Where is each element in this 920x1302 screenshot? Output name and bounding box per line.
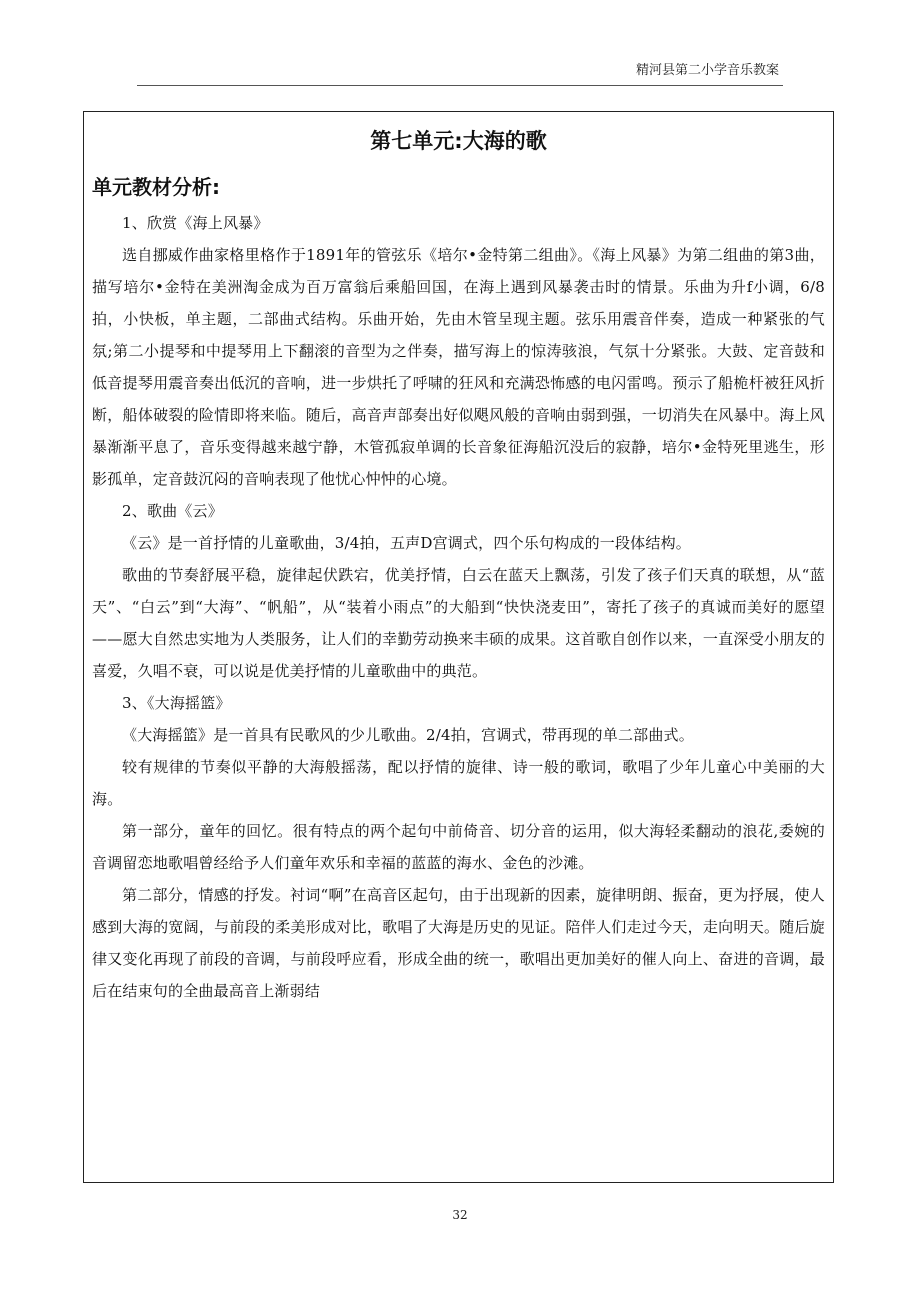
page-header bbox=[137, 60, 783, 86]
paragraph-sea-storm: 选自挪威作曲家格里格作于1891年的管弦乐《培尔•金特第二组曲》。《海上风暴》为第二组曲的第3曲，描写培尔•金特在美洲淘金成为百万富翁后乘船回国，在海上遇到风暴袭击时的情景。乐曲为升f小调，6/8拍，小快板，单主题，二部曲式结构。乐曲开始，先由木管呈现主题。弦乐用震音伴奏，造成一种紧张的气氛;第二小提琴和中提琴用上下翻滚的音型为之伴奏，描写海上的惊涛骇浪，气氛十分紧张。大鼓、定音鼓和低音提琴用震音奏出低沉的音响，进一步烘托了呼啸的狂风和充满恐怖感的电闪雷鸣。预示了船桅杆被狂风折断，船体破裂的险情即将来临。随后，高音声部奏出好似飓风般的音响由弱到强，一切消失在风暴中。海上风暴渐渐平息了，音乐变得越来越宁静，木管孤寂单调的长音象征海船沉没后的寂静，培尔•金特死里逃生，形影孤单，定音鼓沉闷的音响表现了他忧心忡忡的心境。 bbox=[92, 246, 825, 488]
paragraph-sea-cradle-part-two: 第二部分，情感的抒发。衬词“啊”在高音区起句，由于出现新的因素，旋律明朗、振奋，更为抒展，使人感到大海的宽阔，与前段的柔美形成对比，歌唱了大海是历史的见证。陪伴人们走过今天，走向明天。随后旋律又变化再现了前段的音调，与前段呼应看，形成全曲的统一，歌唱出更加美好的催人向上、奋进的音调，最后在结束句的全曲最高音上渐弱结 bbox=[92, 886, 825, 1000]
body-text bbox=[84, 207, 833, 1007]
school-title: 精河县第二小学音乐教案 bbox=[635, 63, 779, 78]
paragraph-sea-cradle-intro: 《大海摇篮》是一首具有民歌风的少儿歌曲。2/4拍，宫调式，带再现的单二部曲式。 bbox=[122, 726, 694, 744]
item-heading-cloud: 2、歌曲《云》 bbox=[122, 502, 223, 520]
paragraph-sea-cradle-part-one: 第一部分，童年的回忆。很有特点的两个起句中前倚音、切分音的运用，似大海轻柔翻动的浪花,委婉的音调留恋地歌唱曾经给予人们童年欢乐和幸福的蓝蓝的海水、金色的沙滩。 bbox=[92, 822, 825, 872]
unit-title: 第七单元:大海的歌 bbox=[370, 129, 547, 153]
paragraph-cloud-intro: 《云》是一首抒情的儿童歌曲，3/4拍，五声D宫调式，四个乐句构成的一段体结构。 bbox=[122, 534, 691, 552]
paragraph-cloud-analysis: 歌曲的节奏舒展平稳，旋律起伏跌宕，优美抒情，白云在蓝天上飘荡，引发了孩子们天真的联想，从“蓝天”、“白云”到“大海”、“帆船”，从“装着小雨点”的大船到“快快浇麦田”，寄托了孩子的真诚而美好的愿望——愿大自然忠实地为人类服务，让人们的幸勤劳动换来丰硕的成果。这首歌自创作以来，一直深受小朋友的喜爱，久唱不衰，可以说是优美抒情的儿童歌曲中的典范。 bbox=[92, 566, 825, 680]
page-number: 32 bbox=[452, 1208, 468, 1222]
item-heading-sea-storm: 1、欣赏《海上风暴》 bbox=[122, 214, 269, 232]
paragraph-sea-cradle-rhythm: 较有规律的节奏似平静的大海般摇荡，配以抒情的旋律、诗一般的歌词，歌唱了少年儿童心中美丽的大海。 bbox=[92, 758, 825, 808]
item-heading-sea-cradle: 3、《大海摇篮》 bbox=[122, 694, 231, 712]
section-heading: 单元教材分析: bbox=[92, 175, 220, 199]
lesson-plan-box bbox=[83, 111, 834, 1183]
